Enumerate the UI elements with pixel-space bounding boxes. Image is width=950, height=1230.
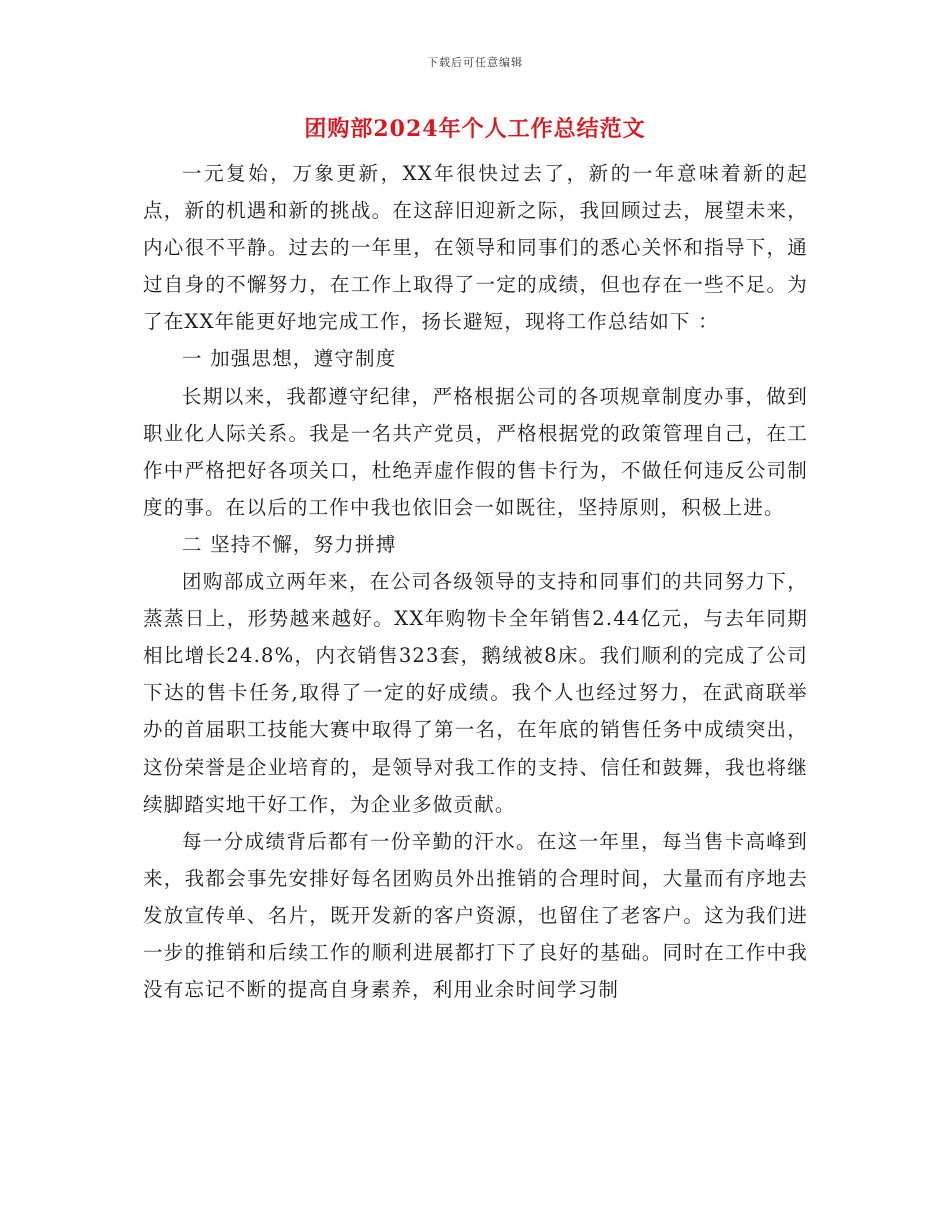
paragraph-section-1: 长期以来，我都遵守纪律，严格根据公司的各项规章制度办事，做到职业化人际关系。我是一名共产党员，严格根据党的政策管理自己，在工作中严格把好各项关口，杜绝弄虚作假的售卡行为，不做任何违反公司制度的事。在以后的工作中我也依旧会一如既往，坚持原则，积极上进。 <box>143 384 808 519</box>
header-note: 下载后可任意编辑 <box>427 56 523 69</box>
paragraph-section-2-cont: 每一分成绩背后都有一份辛勤的汗水。在这一年里，每当售卡高峰到来，我都会事先安排好每名团购员外出推销的合理时间，大量而有序地去发放宣传单、名片，既开发新的客户资源，也留住了老客户。这为我们进一步的推销和后续工作的顺利进展都打下了良好的基础。同时在工作中我没有忘记不断的提高自身素养，利用业余时间学习制 <box>143 829 808 1002</box>
section-heading-1: 一 加强思想，遵守制度 <box>182 347 397 371</box>
section-heading-2: 二 坚持不懈，努力拼搏 <box>182 532 397 556</box>
document-body <box>143 155 808 1008</box>
document-title: 团购部2024年个人工作总结范文 <box>304 116 646 142</box>
paragraph-section-2: 团购部成立两年来，在公司各级领导的支持和同事们的共同努力下，蒸蒸日上，形势越来越好。XX年购物卡全年销售2.44亿元，与去年同期相比增长24.8%，内衣销售323套，鹅绒被8床。我们顺利的完成了公司下达的售卡任务,取得了一定的好成绩。我个人也经过努力，在武商联举办的首届职工技能大赛中取得了第一名，在年底的销售任务中成绩突出，这份荣誉是企业培育的，是领导对我工作的支持、信任和鼓舞，我也将继续脚踏实地干好工作，为企业多做贡献。 <box>143 570 808 816</box>
paragraph-intro: 一元复始，万象更新，XX年很快过去了，新的一年意味着新的起点，新的机遇和新的挑战。在这辞旧迎新之际，我回顾过去，展望未来，内心很不平静。过去的一年里，在领导和同事们的悉心关怀和指导下，通过自身的不懈努力，在工作上取得了一定的成绩，但也存在一些不足。为了在XX年能更好地完成工作，扬长避短，现将工作总结如下 ： <box>143 162 808 334</box>
